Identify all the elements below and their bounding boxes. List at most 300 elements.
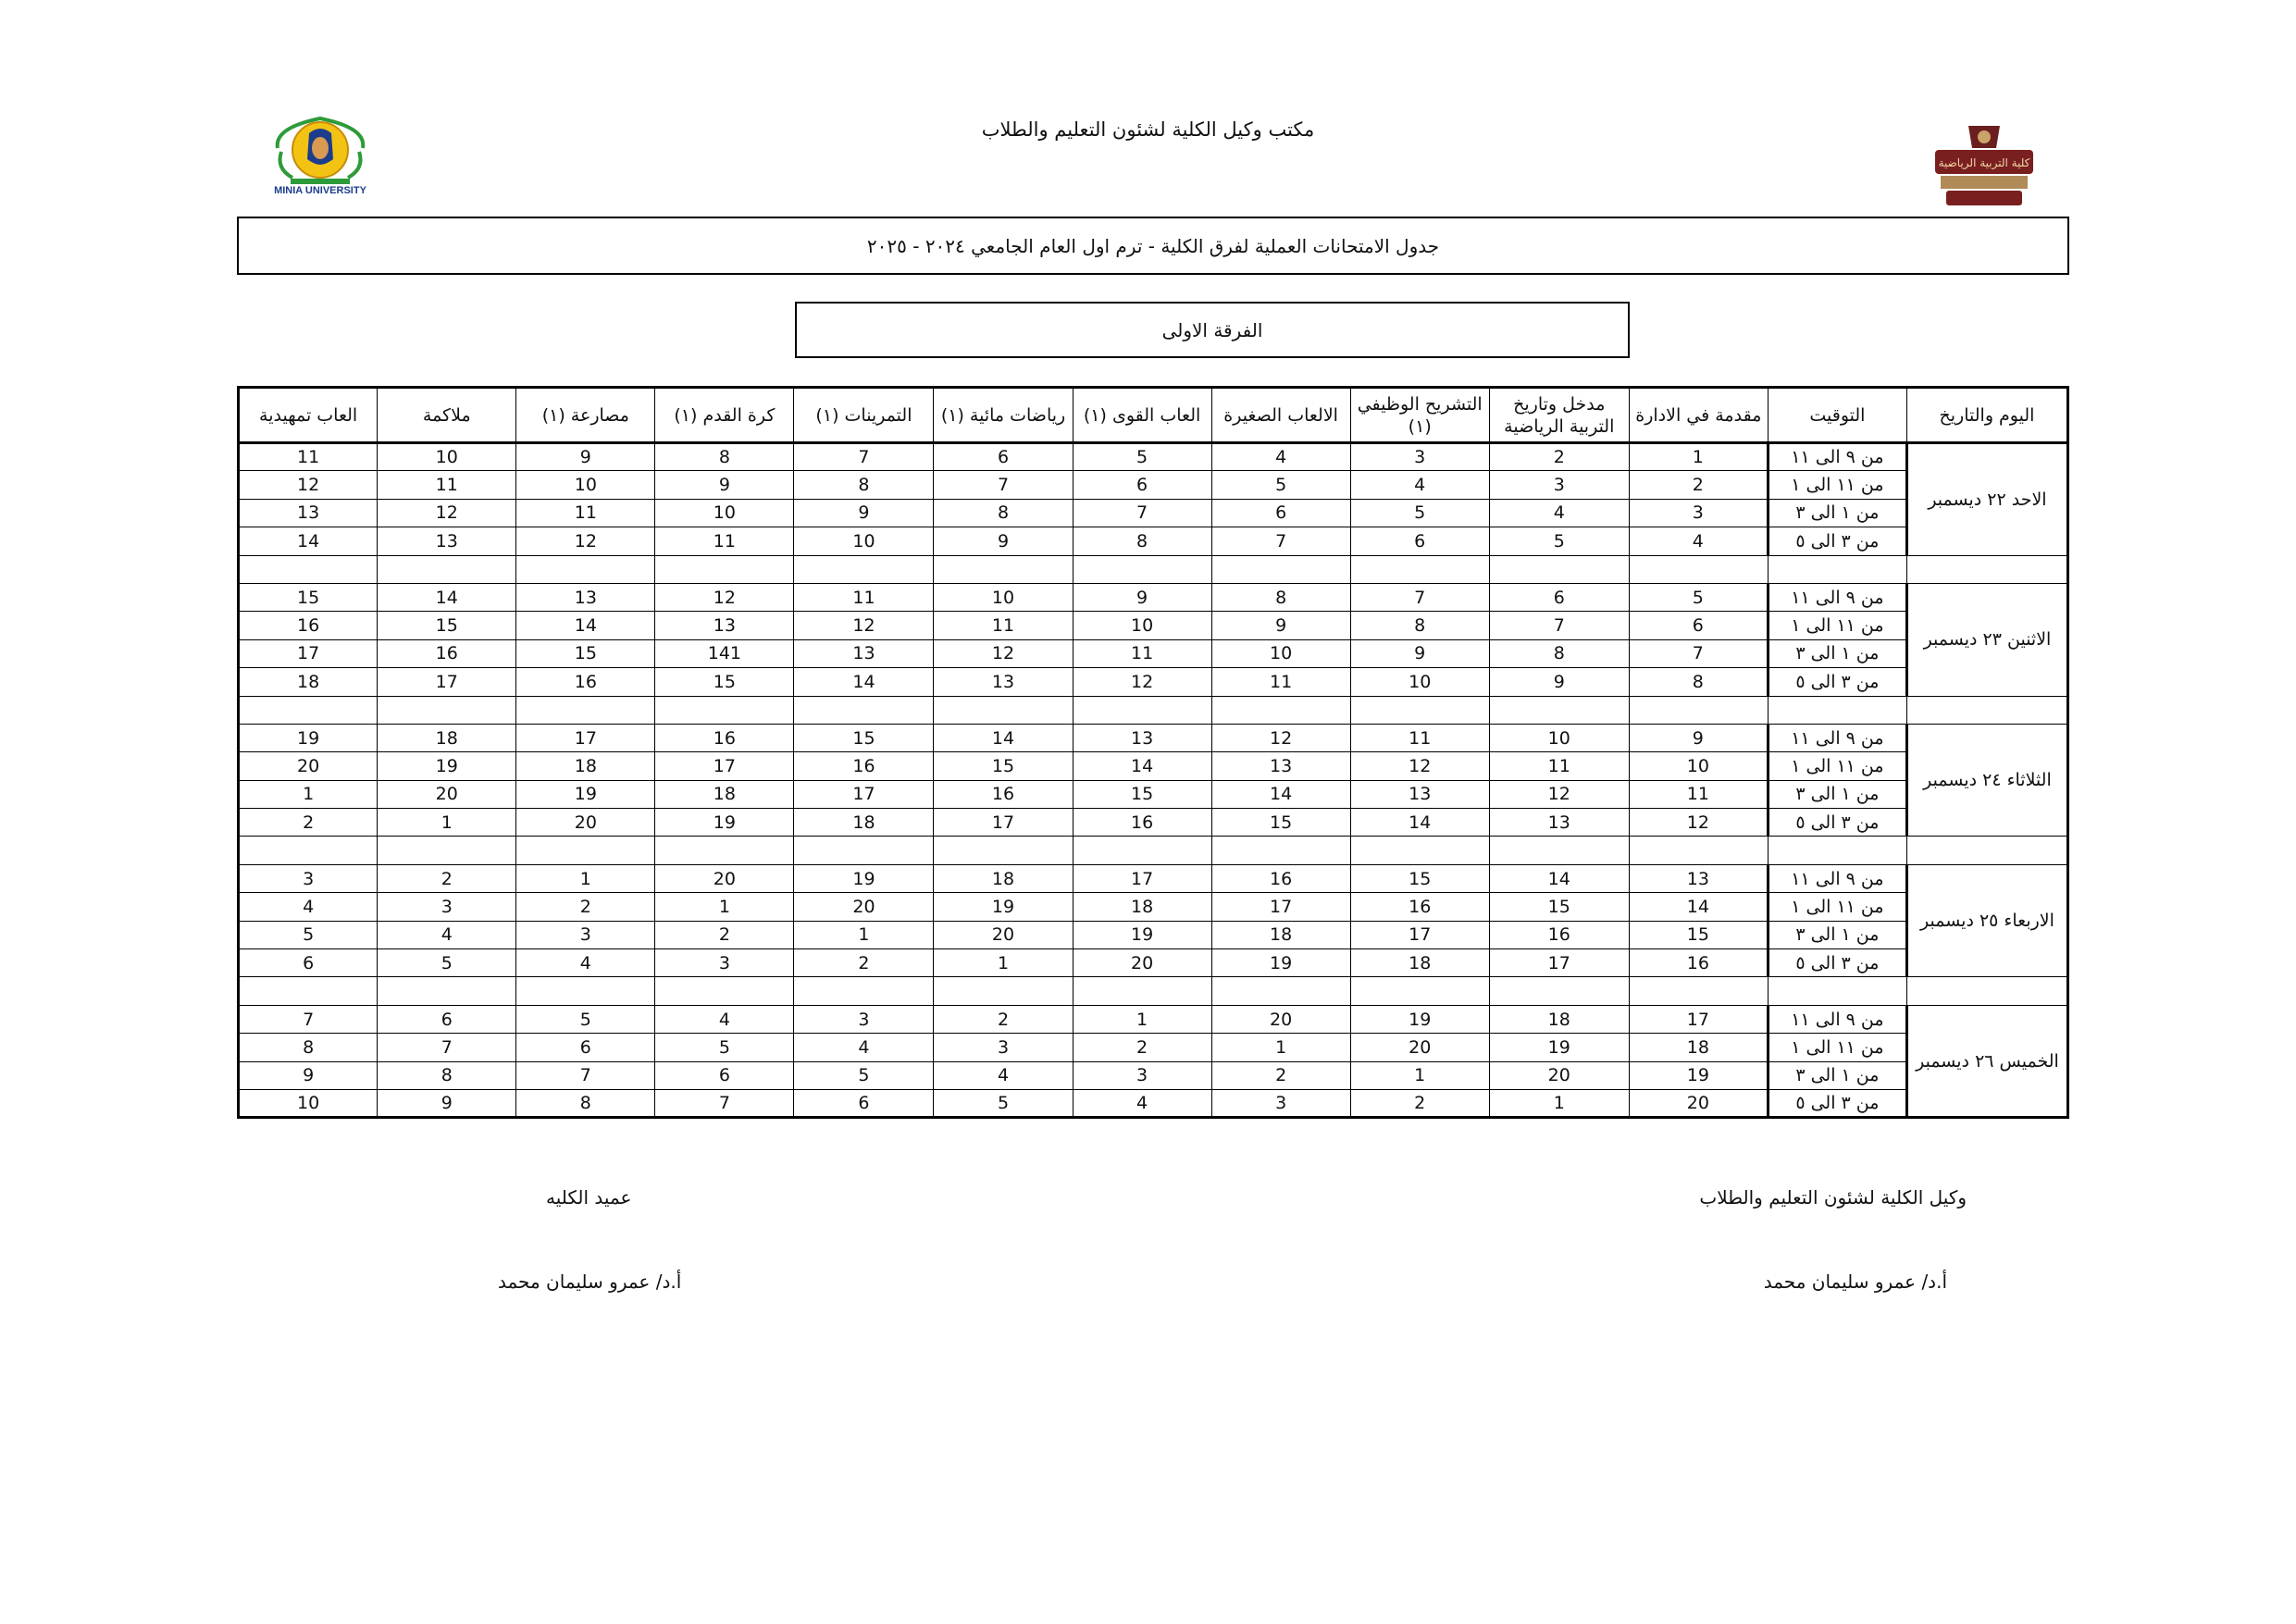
group-number-cell: 8 xyxy=(378,1061,516,1089)
table-header-row xyxy=(239,388,2068,443)
group-number-cell: 3 xyxy=(934,1034,1073,1061)
empty-cell xyxy=(378,837,516,864)
group-number-cell: 2 xyxy=(1350,1089,1489,1117)
group-number-cell: 19 xyxy=(1073,921,1211,948)
empty-cell xyxy=(1906,977,2067,1005)
group-number-cell: 12 xyxy=(1350,752,1489,780)
group-number-cell: 13 xyxy=(794,639,934,667)
group-number-cell: 18 xyxy=(655,780,794,808)
group-number-cell: 15 xyxy=(1211,809,1350,837)
group-number-cell: 7 xyxy=(239,1005,378,1033)
group-number-cell: 9 xyxy=(1211,612,1350,639)
group-number-cell: 4 xyxy=(934,1061,1073,1089)
group-number-cell: 1 xyxy=(1350,1061,1489,1089)
group-number-cell: 17 xyxy=(516,724,655,751)
group-number-cell: 10 xyxy=(794,527,934,555)
group-number-cell: 12 xyxy=(794,612,934,639)
group-number-cell: 3 xyxy=(378,893,516,921)
column-header: التوقيت xyxy=(1768,388,1906,443)
group-number-cell: 8 xyxy=(1489,639,1629,667)
table-row xyxy=(239,1034,2068,1061)
group-number-cell: 12 xyxy=(934,639,1073,667)
table-row xyxy=(239,471,2068,499)
group-number-cell: 15 xyxy=(794,724,934,751)
empty-cell xyxy=(1073,977,1211,1005)
group-number-cell: 12 xyxy=(655,583,794,611)
table-row xyxy=(239,864,2068,892)
group-number-cell: 4 xyxy=(1629,527,1768,555)
group-number-cell: 18 xyxy=(1211,921,1350,948)
group-number-cell: 7 xyxy=(378,1034,516,1061)
group-number-cell: 9 xyxy=(378,1089,516,1117)
group-number-cell: 19 xyxy=(655,809,794,837)
group-number-cell: 18 xyxy=(794,809,934,837)
group-number-cell: 13 xyxy=(1073,724,1211,751)
group-number-cell: 10 xyxy=(1211,639,1350,667)
table-row xyxy=(239,809,2068,837)
group-number-cell: 4 xyxy=(516,949,655,977)
group-number-cell: 7 xyxy=(655,1089,794,1117)
spacer-row xyxy=(239,696,2068,724)
group-number-cell: 9 xyxy=(1073,583,1211,611)
empty-cell xyxy=(516,696,655,724)
group-number-cell: 18 xyxy=(1629,1034,1768,1061)
group-number-cell: 10 xyxy=(934,583,1073,611)
time-cell: من ٩ الى ١١ xyxy=(1768,864,1906,892)
empty-cell xyxy=(1768,977,1906,1005)
empty-cell xyxy=(655,555,794,583)
group-number-cell: 20 xyxy=(1073,949,1211,977)
group-number-cell: 3 xyxy=(655,949,794,977)
spacer-row xyxy=(239,977,2068,1005)
group-number-cell: 12 xyxy=(1629,809,1768,837)
empty-cell xyxy=(1768,555,1906,583)
group-number-cell: 11 xyxy=(1211,668,1350,696)
group-number-cell: 18 xyxy=(239,668,378,696)
empty-cell xyxy=(794,555,934,583)
table-body xyxy=(239,443,2068,1118)
group-number-cell: 3 xyxy=(516,921,655,948)
empty-cell xyxy=(239,696,378,724)
group-number-cell: 1 xyxy=(378,809,516,837)
group-number-cell: 14 xyxy=(378,583,516,611)
column-header: رياضات مائية (١) xyxy=(934,388,1073,443)
document-title-text: جدول الامتحانات العملية لفرق الكلية - ترم اول العام الجامعي ٢٠٢٤ - ٢٠٢٥ xyxy=(866,234,1440,257)
group-number-cell: 6 xyxy=(516,1034,655,1061)
group-number-cell: 9 xyxy=(934,527,1073,555)
group-number-cell: 6 xyxy=(378,1005,516,1033)
table-row xyxy=(239,527,2068,555)
group-number-cell: 11 xyxy=(239,443,378,471)
group-number-cell: 1 xyxy=(934,949,1073,977)
group-number-cell: 5 xyxy=(239,921,378,948)
group-number-cell: 4 xyxy=(1350,471,1489,499)
group-number-cell: 11 xyxy=(1073,639,1211,667)
group-number-cell: 14 xyxy=(1350,809,1489,837)
group-number-cell: 13 xyxy=(1629,864,1768,892)
group-number-cell: 1 xyxy=(1211,1034,1350,1061)
group-number-cell: 2 xyxy=(378,864,516,892)
group-number-cell: 14 xyxy=(1489,864,1629,892)
empty-cell xyxy=(516,977,655,1005)
column-header: العاب القوى (١) xyxy=(1073,388,1211,443)
group-number-cell: 13 xyxy=(516,583,655,611)
empty-cell xyxy=(934,977,1073,1005)
group-number-cell: 13 xyxy=(1211,752,1350,780)
group-number-cell: 10 xyxy=(1073,612,1211,639)
day-cell: الاثنين ٢٣ ديسمبر xyxy=(1906,583,2067,696)
group-number-cell: 6 xyxy=(1073,471,1211,499)
empty-cell xyxy=(655,977,794,1005)
group-number-cell: 18 xyxy=(1489,1005,1629,1033)
group-number-cell: 3 xyxy=(1211,1089,1350,1117)
group-number-cell: 15 xyxy=(1073,780,1211,808)
group-number-cell: 8 xyxy=(655,443,794,471)
group-number-cell: 20 xyxy=(1211,1005,1350,1033)
table-row xyxy=(239,612,2068,639)
column-header: العاب تمهيدية xyxy=(239,388,378,443)
group-number-cell: 10 xyxy=(1489,724,1629,751)
group-number-cell: 5 xyxy=(1489,527,1629,555)
group-number-cell: 13 xyxy=(934,668,1073,696)
empty-cell xyxy=(1350,696,1489,724)
group-number-cell: 18 xyxy=(378,724,516,751)
empty-cell xyxy=(1211,977,1350,1005)
day-cell: الاربعاء ٢٥ ديسمبر xyxy=(1906,864,2067,977)
group-number-cell: 11 xyxy=(1629,780,1768,808)
group-number-cell: 9 xyxy=(794,499,934,527)
empty-cell xyxy=(1073,837,1211,864)
group-number-cell: 5 xyxy=(1629,583,1768,611)
group-number-cell: 5 xyxy=(516,1005,655,1033)
time-cell: من ٣ الى ٥ xyxy=(1768,668,1906,696)
group-number-cell: 3 xyxy=(1073,1061,1211,1089)
group-number-cell: 18 xyxy=(934,864,1073,892)
group-number-cell: 11 xyxy=(934,612,1073,639)
empty-cell xyxy=(655,837,794,864)
column-header: مدخل وتاريخ التربية الرياضية xyxy=(1489,388,1629,443)
group-number-cell: 12 xyxy=(378,499,516,527)
group-number-cell: 7 xyxy=(1489,612,1629,639)
group-number-cell: 20 xyxy=(794,893,934,921)
group-number-cell: 8 xyxy=(934,499,1073,527)
group-number-cell: 1 xyxy=(1629,443,1768,471)
group-number-cell: 16 xyxy=(794,752,934,780)
group-number-cell: 2 xyxy=(1211,1061,1350,1089)
group-number-cell: 7 xyxy=(1211,527,1350,555)
empty-cell xyxy=(1350,837,1489,864)
group-number-cell: 3 xyxy=(794,1005,934,1033)
group-number-cell: 6 xyxy=(794,1089,934,1117)
exam-schedule-table xyxy=(237,386,2069,1119)
group-number-cell: 9 xyxy=(1629,724,1768,751)
group-number-cell: 17 xyxy=(1629,1005,1768,1033)
group-number-cell: 11 xyxy=(1350,724,1489,751)
group-number-cell: 12 xyxy=(1211,724,1350,751)
group-number-cell: 18 xyxy=(1073,893,1211,921)
group-number-cell: 8 xyxy=(516,1089,655,1117)
group-number-cell: 10 xyxy=(239,1089,378,1117)
empty-cell xyxy=(1489,837,1629,864)
column-header: مصارعة (١) xyxy=(516,388,655,443)
group-number-cell: 20 xyxy=(934,921,1073,948)
group-number-cell: 2 xyxy=(1489,443,1629,471)
group-number-cell: 2 xyxy=(1073,1034,1211,1061)
day-cell: الاحد ٢٢ ديسمبر xyxy=(1906,443,2067,556)
group-number-cell: 19 xyxy=(239,724,378,751)
group-number-cell: 8 xyxy=(1073,527,1211,555)
dean-name: أ.د/ عمرو سليمان محمد xyxy=(498,1271,682,1293)
empty-cell xyxy=(1629,837,1768,864)
group-number-cell: 17 xyxy=(1073,864,1211,892)
empty-cell xyxy=(934,837,1073,864)
empty-cell xyxy=(1629,977,1768,1005)
document-title xyxy=(237,217,2069,275)
group-number-cell: 6 xyxy=(239,949,378,977)
group-number-cell: 7 xyxy=(794,443,934,471)
vice-dean-name: أ.د/ عمرو سليمان محمد xyxy=(1763,1271,1947,1293)
empty-cell xyxy=(1350,977,1489,1005)
group-number-cell: 19 xyxy=(1629,1061,1768,1089)
group-number-cell: 17 xyxy=(934,809,1073,837)
empty-cell xyxy=(239,555,378,583)
group-number-cell: 12 xyxy=(1073,668,1211,696)
group-number-cell: 15 xyxy=(655,668,794,696)
group-number-cell: 14 xyxy=(516,612,655,639)
group-number-cell: 17 xyxy=(655,752,794,780)
group-number-cell: 12 xyxy=(1489,780,1629,808)
empty-cell xyxy=(1906,837,2067,864)
group-number-cell: 17 xyxy=(794,780,934,808)
empty-cell xyxy=(378,696,516,724)
group-number-cell: 13 xyxy=(1489,809,1629,837)
group-number-cell: 3 xyxy=(1350,443,1489,471)
empty-cell xyxy=(239,977,378,1005)
column-header: الالعاب الصغيرة xyxy=(1211,388,1350,443)
group-number-cell: 6 xyxy=(1629,612,1768,639)
group-number-cell: 19 xyxy=(378,752,516,780)
group-number-cell: 15 xyxy=(378,612,516,639)
time-cell: من ٣ الى ٥ xyxy=(1768,1089,1906,1117)
time-cell: من ١ الى ٣ xyxy=(1768,499,1906,527)
group-number-cell: 5 xyxy=(1211,471,1350,499)
group-number-cell: 14 xyxy=(239,527,378,555)
group-number-cell: 15 xyxy=(1489,893,1629,921)
group-number-cell: 19 xyxy=(1489,1034,1629,1061)
empty-cell xyxy=(1350,555,1489,583)
group-number-cell: 19 xyxy=(1350,1005,1489,1033)
empty-cell xyxy=(1489,555,1629,583)
time-cell: من ١١ الى ١ xyxy=(1768,1034,1906,1061)
group-number-cell: 15 xyxy=(1629,921,1768,948)
group-number-cell: 8 xyxy=(794,471,934,499)
group-number-cell: 11 xyxy=(1489,752,1629,780)
group-number-cell: 14 xyxy=(934,724,1073,751)
group-number-cell: 17 xyxy=(1489,949,1629,977)
day-cell: الثلاثاء ٢٤ ديسمبر xyxy=(1906,724,2067,837)
group-number-cell: 3 xyxy=(239,864,378,892)
empty-cell xyxy=(1073,696,1211,724)
group-number-cell: 20 xyxy=(516,809,655,837)
spacer-row xyxy=(239,837,2068,864)
minia-university-logo xyxy=(265,111,376,196)
group-number-cell: 8 xyxy=(1211,583,1350,611)
group-number-cell: 141 xyxy=(655,639,794,667)
time-cell: من ١١ الى ١ xyxy=(1768,752,1906,780)
group-number-cell: 9 xyxy=(239,1061,378,1089)
empty-cell xyxy=(794,696,934,724)
group-number-cell: 9 xyxy=(1350,639,1489,667)
group-number-cell: 18 xyxy=(1350,949,1489,977)
group-number-cell: 4 xyxy=(794,1034,934,1061)
empty-cell xyxy=(378,555,516,583)
dean-title: عميد الكليه xyxy=(546,1186,632,1209)
group-number-cell: 15 xyxy=(1350,864,1489,892)
empty-cell xyxy=(1629,696,1768,724)
group-number-cell: 7 xyxy=(1350,583,1489,611)
group-number-cell: 7 xyxy=(1073,499,1211,527)
table-row xyxy=(239,583,2068,611)
group-number-cell: 14 xyxy=(1211,780,1350,808)
time-cell: من ٩ الى ١١ xyxy=(1768,1005,1906,1033)
group-number-cell: 14 xyxy=(794,668,934,696)
column-header: كرة القدم (١) xyxy=(655,388,794,443)
table-row xyxy=(239,443,2068,471)
empty-cell xyxy=(934,696,1073,724)
time-cell: من ٣ الى ٥ xyxy=(1768,949,1906,977)
table-row xyxy=(239,499,2068,527)
empty-cell xyxy=(516,837,655,864)
group-number-cell: 17 xyxy=(378,668,516,696)
group-number-cell: 14 xyxy=(1629,893,1768,921)
group-number-cell: 17 xyxy=(1211,893,1350,921)
grade-label xyxy=(795,302,1630,358)
time-cell: من ١١ الى ١ xyxy=(1768,893,1906,921)
group-number-cell: 7 xyxy=(1629,639,1768,667)
group-number-cell: 16 xyxy=(516,668,655,696)
empty-cell xyxy=(655,696,794,724)
column-header: التشريح الوظيفي (١) xyxy=(1350,388,1489,443)
column-header: مقدمة في الادارة xyxy=(1629,388,1768,443)
group-number-cell: 5 xyxy=(794,1061,934,1089)
empty-cell xyxy=(516,555,655,583)
group-number-cell: 19 xyxy=(516,780,655,808)
group-number-cell: 4 xyxy=(1489,499,1629,527)
day-cell: الخميس ٢٦ ديسمبر xyxy=(1906,1005,2067,1118)
group-number-cell: 14 xyxy=(1073,752,1211,780)
group-number-cell: 1 xyxy=(1073,1005,1211,1033)
column-header: ملاكمة xyxy=(378,388,516,443)
group-number-cell: 20 xyxy=(1629,1089,1768,1117)
group-number-cell: 8 xyxy=(1629,668,1768,696)
table-row xyxy=(239,780,2068,808)
group-number-cell: 4 xyxy=(655,1005,794,1033)
group-number-cell: 10 xyxy=(516,471,655,499)
group-number-cell: 15 xyxy=(934,752,1073,780)
group-number-cell: 13 xyxy=(1350,780,1489,808)
empty-cell xyxy=(1073,555,1211,583)
group-number-cell: 20 xyxy=(239,752,378,780)
empty-cell xyxy=(378,977,516,1005)
vice-dean-title: وكيل الكلية لشئون التعليم والطلاب xyxy=(1699,1186,1967,1209)
table-row xyxy=(239,639,2068,667)
column-header: التمرينات (١) xyxy=(794,388,934,443)
group-number-cell: 16 xyxy=(1211,864,1350,892)
table-row xyxy=(239,921,2068,948)
group-number-cell: 16 xyxy=(378,639,516,667)
time-cell: من ١١ الى ١ xyxy=(1768,612,1906,639)
group-number-cell: 4 xyxy=(378,921,516,948)
group-number-cell: 17 xyxy=(1350,921,1489,948)
group-number-cell: 10 xyxy=(1629,752,1768,780)
time-cell: من ١ الى ٣ xyxy=(1768,780,1906,808)
group-number-cell: 6 xyxy=(1489,583,1629,611)
group-number-cell: 20 xyxy=(1350,1034,1489,1061)
logo-right-text: كلية التربية الرياضية xyxy=(1938,156,2030,169)
time-cell: من ٣ الى ٥ xyxy=(1768,809,1906,837)
group-number-cell: 15 xyxy=(239,583,378,611)
group-number-cell: 9 xyxy=(516,443,655,471)
column-header: اليوم والتاريخ xyxy=(1906,388,2067,443)
group-number-cell: 12 xyxy=(516,527,655,555)
empty-cell xyxy=(1906,555,2067,583)
grade-label-text: الفرقة الاولى xyxy=(1161,318,1263,341)
group-number-cell: 5 xyxy=(934,1089,1073,1117)
group-number-cell: 9 xyxy=(655,471,794,499)
group-number-cell: 20 xyxy=(1489,1061,1629,1089)
faculty-logo xyxy=(1928,120,2041,209)
group-number-cell: 10 xyxy=(378,443,516,471)
empty-cell xyxy=(1489,977,1629,1005)
time-cell: من ١ الى ٣ xyxy=(1768,921,1906,948)
time-cell: من ١ الى ٣ xyxy=(1768,1061,1906,1089)
empty-cell xyxy=(1211,837,1350,864)
group-number-cell: 16 xyxy=(239,612,378,639)
group-number-cell: 13 xyxy=(239,499,378,527)
group-number-cell: 19 xyxy=(1211,949,1350,977)
group-number-cell: 18 xyxy=(516,752,655,780)
group-number-cell: 2 xyxy=(239,809,378,837)
group-number-cell: 16 xyxy=(1489,921,1629,948)
empty-cell xyxy=(1211,555,1350,583)
group-number-cell: 1 xyxy=(516,864,655,892)
group-number-cell: 6 xyxy=(655,1061,794,1089)
group-number-cell: 7 xyxy=(934,471,1073,499)
time-cell: من ٩ الى ١١ xyxy=(1768,443,1906,471)
group-number-cell: 12 xyxy=(239,471,378,499)
group-number-cell: 8 xyxy=(239,1034,378,1061)
group-number-cell: 3 xyxy=(1489,471,1629,499)
table-row xyxy=(239,724,2068,751)
table-row xyxy=(239,949,2068,977)
group-number-cell: 17 xyxy=(239,639,378,667)
group-number-cell: 15 xyxy=(516,639,655,667)
group-number-cell: 16 xyxy=(1073,809,1211,837)
group-number-cell: 5 xyxy=(378,949,516,977)
empty-cell xyxy=(1768,837,1906,864)
group-number-cell: 11 xyxy=(378,471,516,499)
group-number-cell: 19 xyxy=(934,893,1073,921)
time-cell: من ٣ الى ٥ xyxy=(1768,527,1906,555)
group-number-cell: 6 xyxy=(934,443,1073,471)
office-title: مكتب وكيل الكلية لشئون التعليم والطلاب xyxy=(981,118,1315,141)
group-number-cell: 11 xyxy=(655,527,794,555)
group-number-cell: 9 xyxy=(1489,668,1629,696)
empty-cell xyxy=(239,837,378,864)
group-number-cell: 16 xyxy=(655,724,794,751)
group-number-cell: 6 xyxy=(1350,527,1489,555)
table-row xyxy=(239,1089,2068,1117)
